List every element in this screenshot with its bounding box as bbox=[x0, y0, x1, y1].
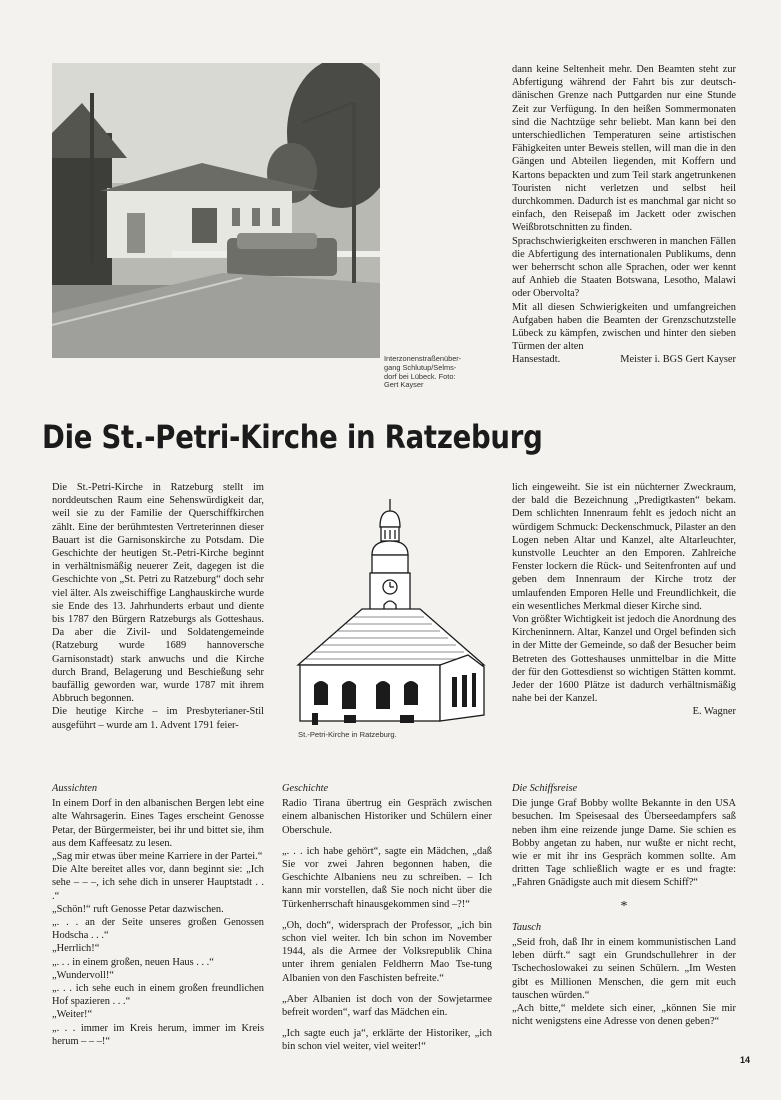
paragraph: Die Alte bereitet alles vor, dann beginnt sie: „Ich sehe – – –, ich sehe dich in unserer Hauptstadt . . .“ bbox=[52, 864, 264, 902]
article-author: E. Wagner bbox=[692, 706, 736, 718]
anecdotes-right bbox=[512, 782, 736, 1028]
paragraph: In einem Dorf in den albanischen Bergen lebt eine alte Wahrsagerin. Eines Tages erscheint Genosse Petar, der Bürgermeister, bei ihr und bittet sie, ihm aus dem Kaffeesatz zu lesen. bbox=[52, 798, 264, 849]
page-number: 14 bbox=[740, 1055, 751, 1065]
separator-star: * bbox=[620, 898, 628, 914]
border-crossing-image bbox=[52, 63, 380, 358]
paragraph: Von größter Wichtigkeit ist jedoch die Anordnung des Kircheninnern. Altar, Kanzel und Orgel befinden sich in der Mitte der Gemeinde, so daß der Besucher beim Betreten des Gotteshauses unmittelbar in die Mitte der für den Gottesdienst so wichtigen Stätten kommt. Jeder der 1600 Plätze ist dadurch verhältnismäßig nahe bei der Kanzel. bbox=[512, 614, 737, 705]
paragraph: Die junge Graf Bobby wollte Bekannte in den USA besuchen. Im Speisesaal des Überseedampfers saß neben ihm eine reizende junge Dame. Sie schien es Bobby angetan zu haben, nur wußte er nicht recht, wie er mit ihr ins Gespräch kommen sollte. Am dritten Tage schließlich wagte er es und fragte: „Fahren Gnädigste auch mit diesem Schiff?“ bbox=[512, 798, 736, 889]
final-word: Hansestadt. bbox=[512, 354, 561, 366]
paragraph: „Ich sagte euch ja“, erklärte der Historiker, „ich bin schon viel weiter, viel weiter!“ bbox=[282, 1028, 492, 1053]
paragraph: „Schön!“ ruft Genosse Petar dazwischen. bbox=[52, 903, 224, 915]
church-article-left bbox=[52, 481, 264, 732]
paragraph: „Oh, doch“, widersprach der Professor, „ich bin schon viel weiter. Ich bin schon im November 1944, als die Armee der Volksrepublik China unter ihrem genialen Feldherrn Mao Tse-tung Albanien von den Faschisten befreite.“ bbox=[282, 919, 492, 984]
section-title: Geschichte bbox=[282, 783, 329, 794]
paragraph: Mit all diesen Schwierigkeiten und umfangreichen Aufgaben haben die Beamten der Grenzschutzstelle Lübeck zu kämpfen, zwischen und hinter den sieben Türmen der alten bbox=[512, 301, 736, 353]
paragraph: Die heutige Kirche – im Presbyterianer-Stil ausgeführt – wurde am 1. Advent 1791 feier- bbox=[52, 706, 264, 731]
section-title: Die Schiffsreise bbox=[512, 783, 578, 794]
section-title: Aussichten bbox=[52, 783, 98, 794]
paragraph: „. . . ich habe gehört“, sagte ein Mädchen, „daß Sie vor zwei Jahren begonnen haben, die Geschichte Albaniens neu zu schreiben. – Ich kann mir vorstellen, daß Sie noch nicht über die Türkenherrschaft hinausgekommen sind –?!“ bbox=[282, 845, 492, 910]
paragraph: lich eingeweiht. Sie ist ein nüchterner Zweckraum, der bald die Bezeichnung „Predigtkasten“ bekam. Dem schlichten Innenraum fehlt es jedoch nicht an würdigem Schmuck: Deckenschmuck, Pilaster an den Logen neben Altar und Kanzel, alte Altarleuchter, kunstvolle Leuchter an den Emporen. Zahlreiche Fenster lockern die Rück- und Seitenfronten auf und geben dem Innenraum der Kirche trotz der umlaufenden Emporen Helle und Freundlichkeit, die ein wesentliches Merkmal dieser Kirche sind. bbox=[512, 482, 736, 612]
paragraph: Radio Tirana übertrug ein Gespräch zwischen einem albanischen Historiker und Schülern einer Oberschule. bbox=[282, 798, 492, 836]
paragraph: „Wundervoll!“ bbox=[52, 969, 114, 981]
church-illustration bbox=[292, 497, 488, 727]
paragraph: „Weiter!“ bbox=[52, 1009, 93, 1021]
church-drawing bbox=[292, 497, 488, 727]
section-title: Tausch bbox=[512, 921, 542, 933]
paragraph: dann keine Seltenheit mehr. Den Beamten steht zur Abfertigung während der Fahrt bis zur deutsch-dänischen Grenze nach Puttgarden nur eine Stunde Zeit zur Verfügung. In den heißen Sommermonaten sind die Nachtzüge sehr beliebt. Man kann bei den unterschiedlichen Temperaturen seine artistischen Fähigkeiten unter Beweis stellen, will man die in den Gängen und Abteilen liegenden, mit Koffern und Kartons bepackten und zum Teil stark angetrunkenen Touristen nicht verletzen und selbst heil durchkommen. Dadurch ist es manchmal gar nicht so einfach, den Reisepaß im Jackett oder zwischen Weißbrotschnitten zu finden. bbox=[512, 64, 736, 234]
paragraph: Die St.-Petri-Kirche in Ratzeburg stellt im norddeutschen Raum eine Sehenswürdigkeit dar, weil sie zu der Familie der Querschiffkirchen zählt. Eine der berühmtesten Vertreterinnen dieser Bauart ist die Garnisonskirche zu Potsdam. Die Geschichte der heutigen St.-Petri-Kirche beginnt in verhältnismäßig neuerer Zeit, dagegen ist die Geschichte von „St. Petri zu Ratzeburg“ doch sehr viel älter. Als zweischiffige Langhauskirche wurde sie Ende des 13. Jahrhunderts erbaut und diente bis 1787 den Bürgern Ratzeburgs als Gotteshaus. Da aber die Zivil- und Soldatengemeinde (Ratzeburg wurde 1689 hannoversche Garnisonstadt) stark anwuchs und die Kirche durch Brand, Belagerung und Beschießung sehr baufällig geworden war, wurde 1787 mit ihrem Abbruch begonnen. bbox=[52, 482, 264, 705]
paragraph: „Herrlich!“ bbox=[52, 943, 100, 955]
church-caption: St.-Petri-Kirche in Ratzeburg. bbox=[298, 730, 397, 739]
photo-caption: Interzonenstraßenüber- gang Schlutup/Selms- dorf bei Lübeck. Foto: Gert Kayser bbox=[384, 354, 462, 390]
paragraph: „Aber Albanien ist doch von der Sowjetarmee befreit worden“, warf das Mädchen ein. bbox=[282, 993, 492, 1019]
author-signature: Meister i. BGS Gert Kayser bbox=[620, 354, 736, 366]
paragraph: „. . . an der Seite unseres großen Genossen Hodscha . . .“ bbox=[52, 917, 264, 942]
paragraph: „Ach bitte,“ meldete sich einer, „können Sie mir nicht wenigstens eine Adresse von denen geben?“ bbox=[512, 1003, 736, 1028]
church-article-right bbox=[512, 481, 736, 719]
border-crossing-photo bbox=[52, 63, 380, 358]
signoff-line bbox=[512, 353, 736, 366]
paragraph: „Sag mir etwas über meine Karriere in der Partei.“ bbox=[52, 851, 263, 863]
paragraph: Sprachschwierigkeiten erschweren in manchen Fällen die Abfertigung des internationalen Publikums, denn wer beherrscht schon alle Sprachen, oder wer kennt auf Anhieb die Staaten Botswana, Lesotho, Malawi oder Obervolta? bbox=[512, 235, 736, 300]
paragraph: „. . . in einem großen, neuen Haus . . .“ bbox=[52, 956, 214, 968]
paragraph: „Seid froh, daß Ihr in einem kommunistischen Land leben dürft.“ sagt ein Grundschullehrer in der Tschechoslowakei zu seinen Schülern. „Im Westen gibt es Millionen Menschen, die gern mit euch tauschen würden.“ bbox=[512, 937, 736, 1001]
anecdote-geschichte bbox=[282, 782, 492, 1054]
article-headline: Die St.-Petri-Kirche in Ratzeburg bbox=[42, 418, 543, 456]
anecdote-aussichten bbox=[52, 782, 264, 1048]
paragraph: „. . . immer im Kreis herum, immer im Kreis herum – – –!“ bbox=[52, 1022, 264, 1047]
border-article-text bbox=[512, 63, 736, 367]
paragraph: „. . . ich sehe euch in einem großen freundlichen Hof spazieren . . .“ bbox=[52, 983, 264, 1008]
